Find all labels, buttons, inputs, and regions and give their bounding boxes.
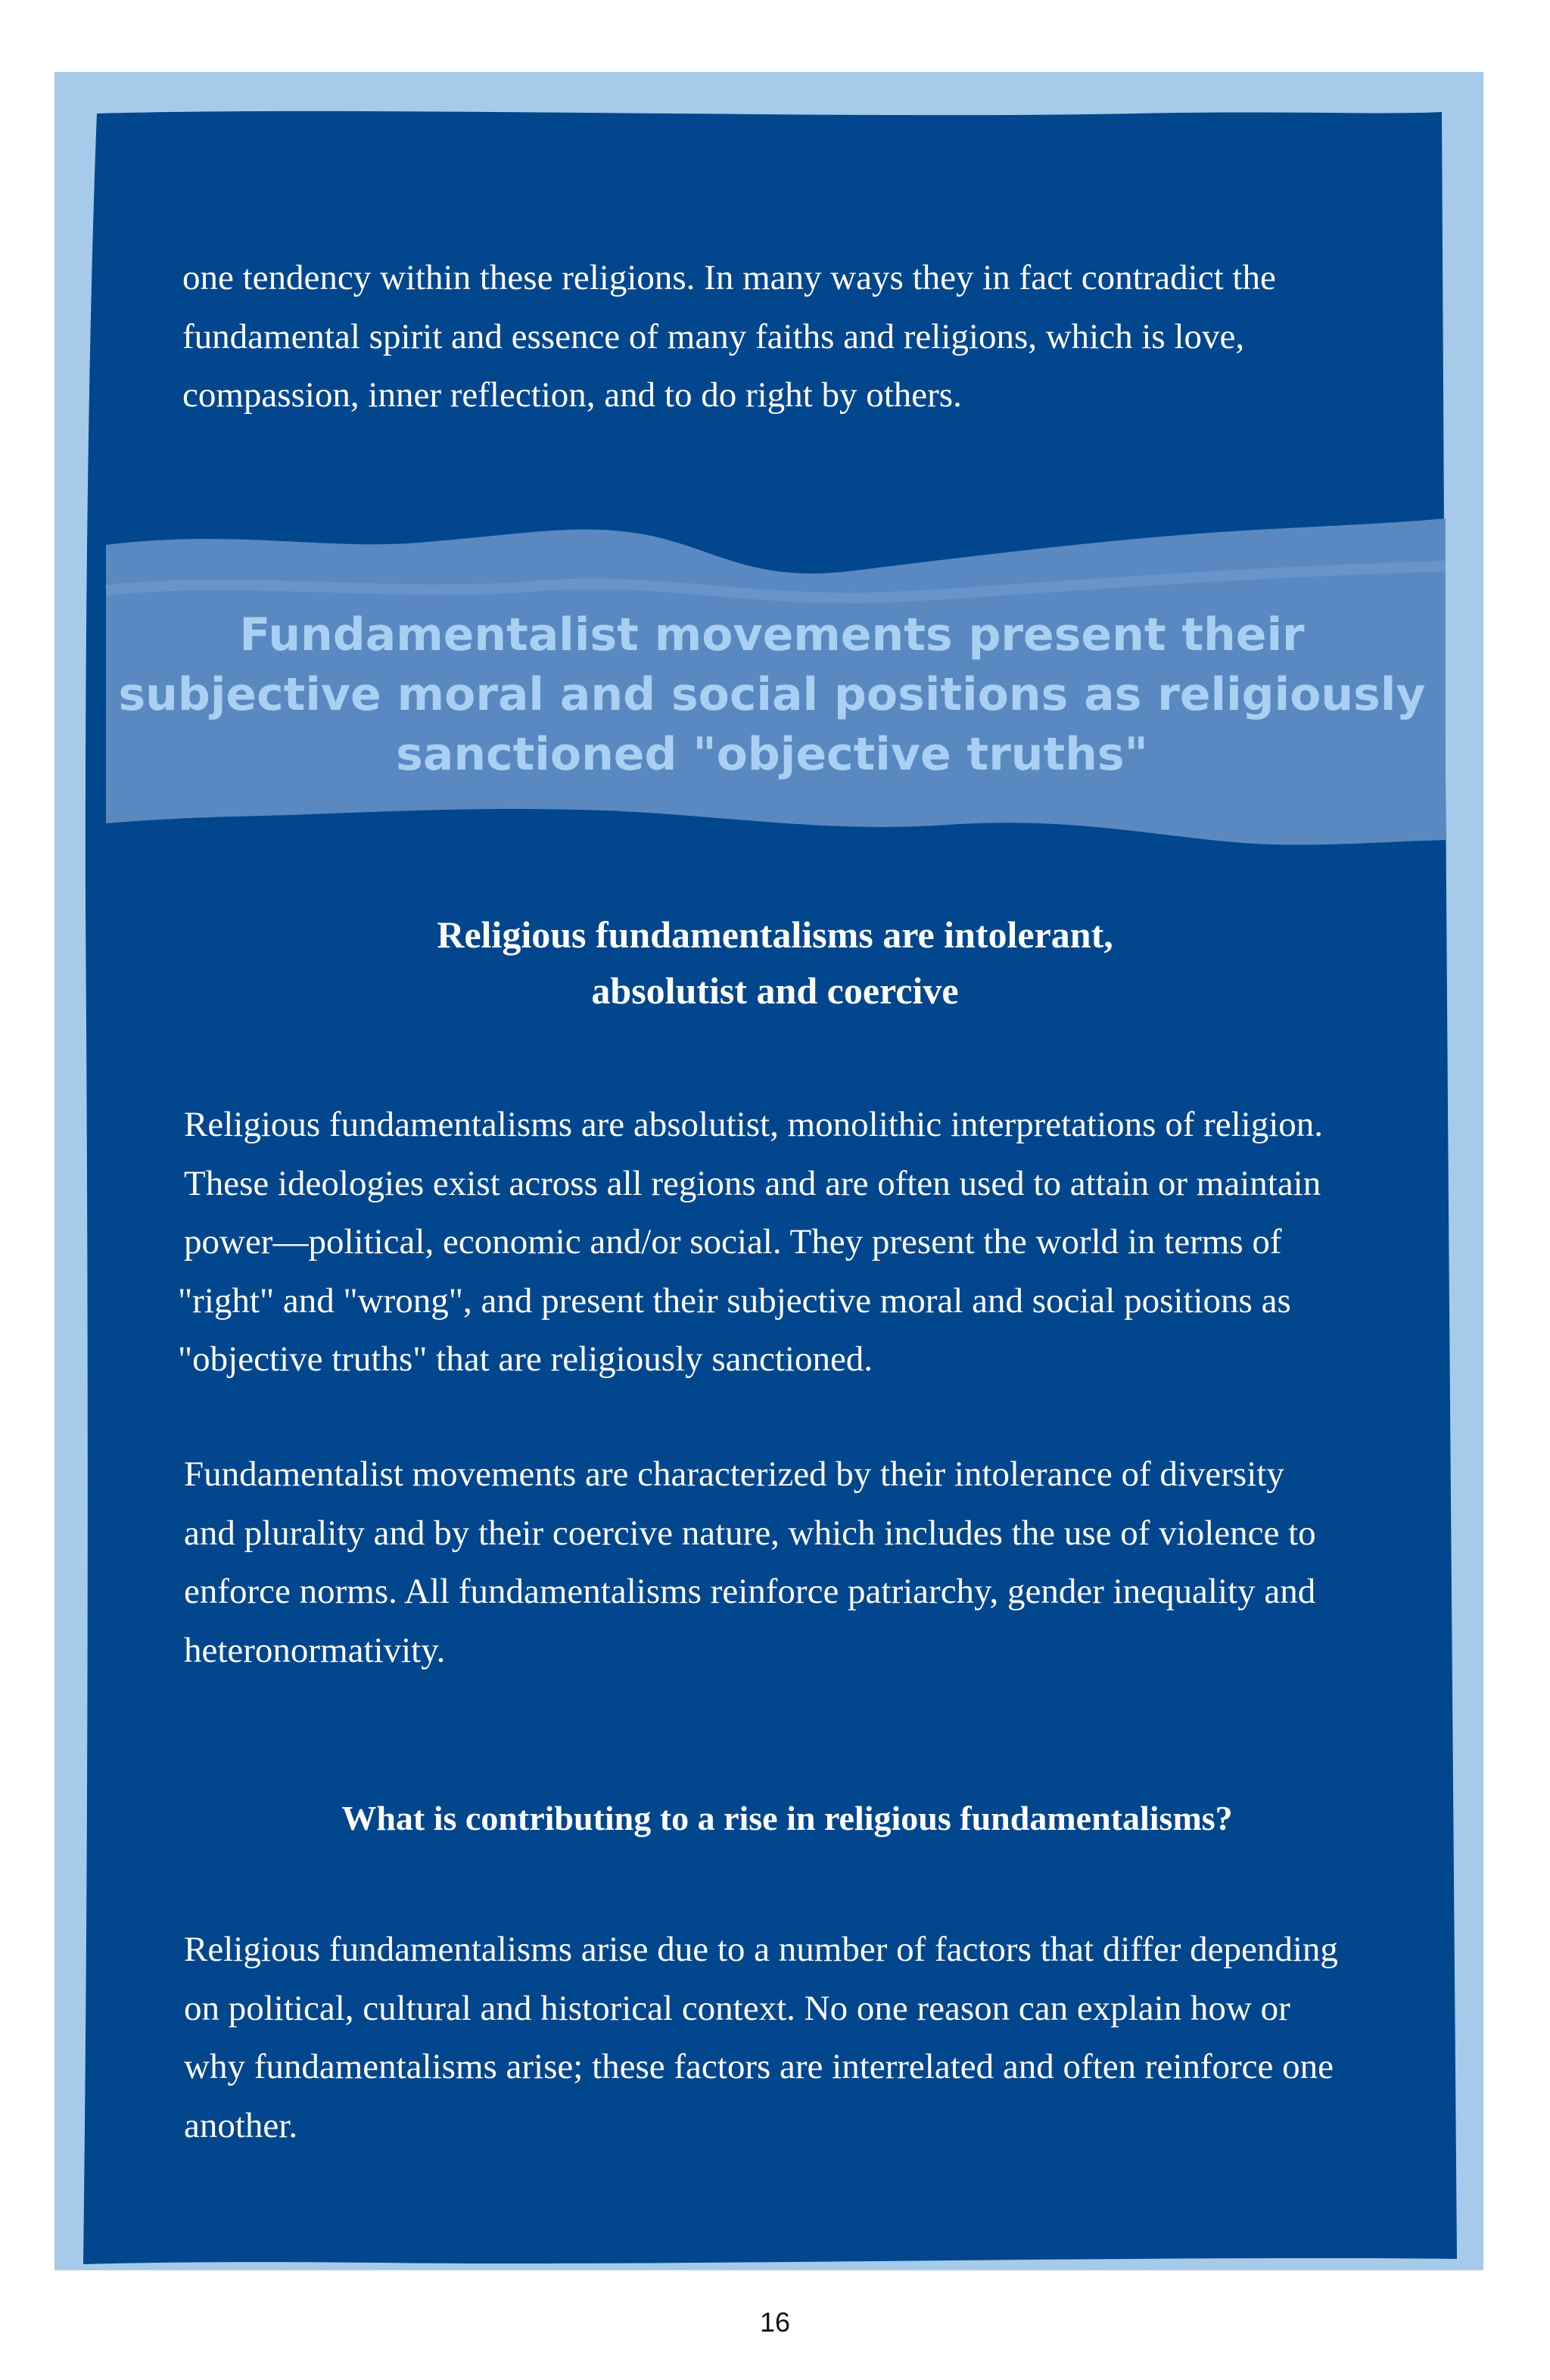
section1-paragraph1 — [178, 1096, 1324, 1389]
text-line: why fundamentalisms arise; these factors are interrelated and often reinforce one — [184, 2047, 1334, 2086]
text-line: on political, cultural and historical context. No one reason can explain how or — [184, 1988, 1290, 2028]
text-line: Religious fundamentalisms arise due to a number of factors that differ depending — [184, 1930, 1338, 1969]
pull-quote-line: subjective moral and social positions as religiously — [118, 668, 1426, 721]
text-line: fundamental spirit and essence of many faiths and religions, which is love, — [182, 316, 1245, 356]
section1-paragraph2 — [184, 1445, 1316, 1680]
text-line: Religious fundamentalisms are absolutist, monolithic interpretations of religion. — [184, 1105, 1324, 1144]
pull-quote — [106, 605, 1438, 785]
text-line: These ideologies exist across all regions and are often used to attain or maintain — [184, 1163, 1321, 1203]
text-line: another. — [184, 2105, 298, 2145]
pull-quote-line: Fundamentalist movements present their — [239, 608, 1305, 661]
text-line: and plurality and by their coercive nature, which includes the use of violence to — [184, 1513, 1316, 1553]
text-line: power—political, economic and/or social. They present the world in terms of — [184, 1222, 1282, 1262]
text-line: Fundamentalist movements are characterized by their intolerance of diversity — [184, 1454, 1284, 1494]
text-line: enforce norms. All fundamentalisms reinforce patriarchy, gender inequality and — [184, 1572, 1316, 1611]
text-line: one tendency within these religions. In many ways they in fact contradict the — [182, 258, 1276, 297]
text-line: "objective truths" that are religiously sanctioned. — [178, 1339, 873, 1379]
text-line: heteronormativity. — [184, 1630, 446, 1670]
page-number: 16 — [759, 2307, 791, 2338]
intro-paragraph — [182, 249, 1276, 425]
text-line: "right" and "wrong", and present their subjective moral and social positions as — [178, 1280, 1291, 1321]
section2-heading: What is contributing to a rise in religious fundamentalisms? — [341, 1799, 1233, 1837]
pull-quote-line: sanctioned "objective truths" — [396, 728, 1148, 781]
section-heading — [0, 907, 1550, 1019]
heading-line: absolutist and coercive — [591, 969, 959, 1012]
heading-line: Religious fundamentalisms are intolerant, — [437, 913, 1113, 956]
text-line: compassion, inner reflection, and to do right by others. — [182, 375, 962, 415]
section2-paragraph — [184, 1921, 1338, 2155]
